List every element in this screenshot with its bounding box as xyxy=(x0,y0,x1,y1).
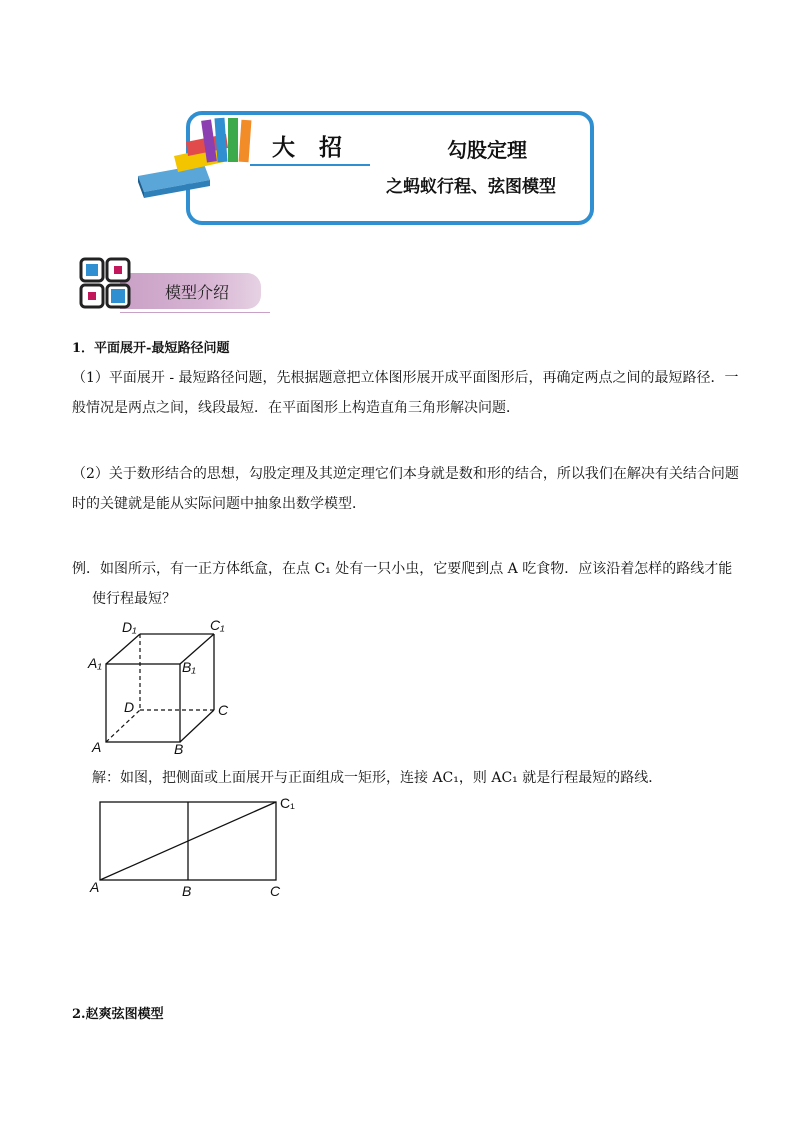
cube-figure xyxy=(84,612,244,758)
heading-zhao-shuang: 2.赵爽弦图模型 xyxy=(72,1007,164,1022)
label-d1: D₁ xyxy=(122,619,137,635)
label-rect-c: C xyxy=(270,883,281,899)
label-c: C xyxy=(218,702,229,718)
label-rect-c1: C₁ xyxy=(280,795,295,811)
label-c1: C₁ xyxy=(210,617,225,633)
section-label: 模型介绍 xyxy=(165,283,230,302)
label-a: A xyxy=(92,739,102,755)
unfolded-figure xyxy=(84,790,304,900)
label-rect-a: A xyxy=(90,879,100,895)
squares-icon xyxy=(78,256,136,314)
label-b1: B₁ xyxy=(182,659,196,675)
paragraph-1: （1）平面展开 - 最短路径问题，先根据题意把立体图形展开成平面图形后，再确定两点之间的最短路径．一般情况是两点之间，线段最短．在平面图形上构造直角三角形解决问题． xyxy=(72,370,739,416)
books-icon xyxy=(134,116,252,200)
example-line-2: 使行程最短？ xyxy=(92,591,176,607)
header-tag: 大 招 xyxy=(272,134,351,161)
header-divider xyxy=(250,164,370,166)
label-b: B xyxy=(174,741,184,757)
heading-shortest-path: 1．平面展开-最短路径问题 xyxy=(72,341,230,356)
header-subtitle: 之蚂蚁行程、弦图模型 xyxy=(386,177,556,197)
header-title: 勾股定理 xyxy=(447,138,527,162)
example-line-1: 例．如图所示，有一正方体纸盒，在点 C₁ 处有一只小虫，它要爬到点 A 吃食物．应该沿着怎样的路线才能 xyxy=(72,561,733,577)
example-block xyxy=(72,554,740,614)
paragraph-2: （2）关于数形结合的思想，勾股定理及其逆定理它们本身就是数和形的结合，所以我们在解决有关结合问题时的关键就是能从实际问题中抽象出数学模型． xyxy=(72,466,739,512)
label-a1: A₁ xyxy=(88,655,102,671)
solution-text: 解：如图，把侧面或上面展开与正面组成一矩形，连接 AC₁，则 AC₁ 就是行程最短的路线． xyxy=(92,770,663,786)
section-rule xyxy=(120,312,270,313)
label-rect-b: B xyxy=(182,883,192,899)
label-d: D xyxy=(124,699,135,715)
